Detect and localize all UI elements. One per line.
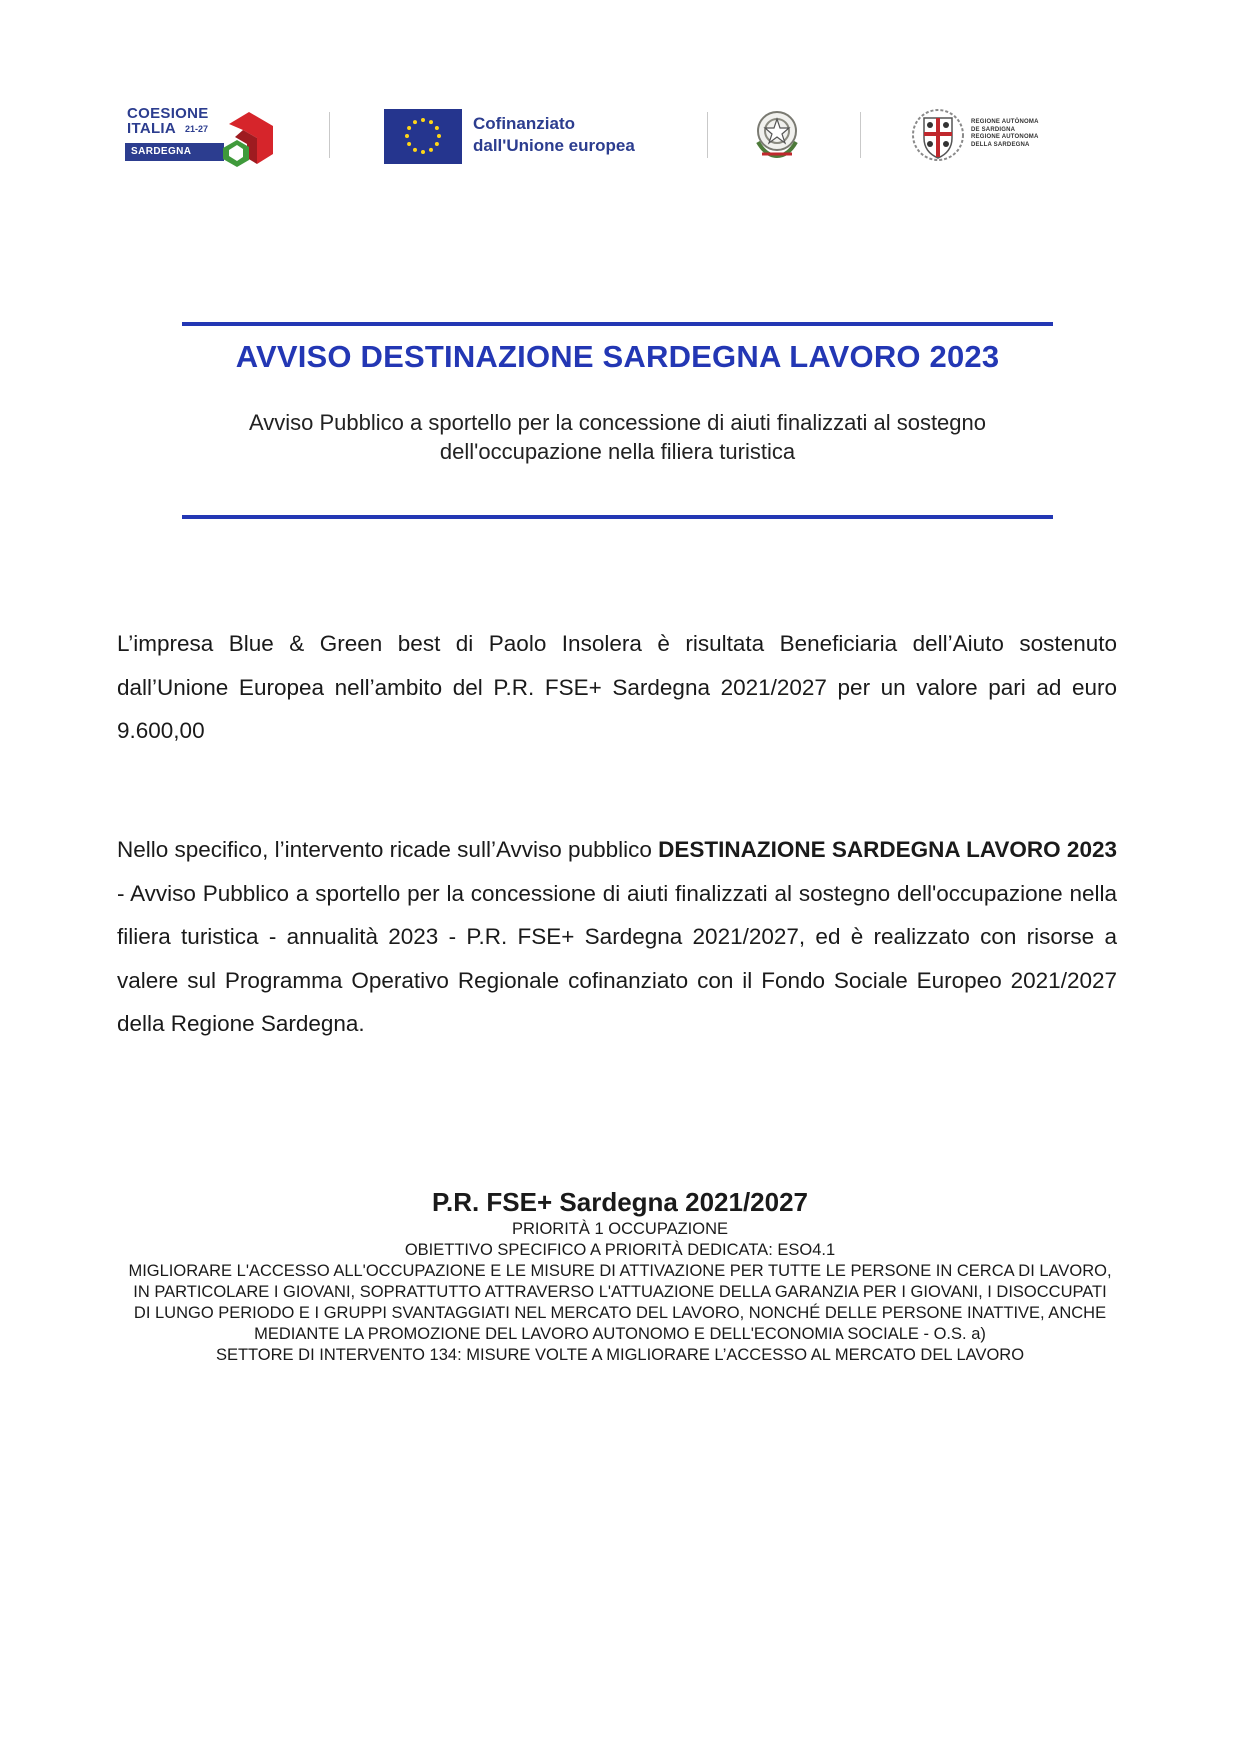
eu-cofinanced-label bbox=[473, 113, 635, 157]
title-rule-bottom bbox=[182, 515, 1053, 519]
coesione-italia-logo bbox=[125, 104, 285, 170]
intervention-details: - Avviso Pubblico a sportello per la concessione di aiuti finalizzati al sostegno dell'occupazione nella filiera turistica - annualità 2023 - P.R. FSE+ Sardegna 2021/2027, ed è realizzato con risorse a valere sul Programma Operativo Regionale cofinanziato con il Fondo Sociale Europeo 2021/2027 della Regione Sardegna. bbox=[117, 880, 1117, 1036]
program-footer bbox=[110, 1185, 1130, 1366]
title-rule-top bbox=[182, 322, 1053, 326]
intervention-intro: Nello specifico, l’intervento ricade sull’Avviso pubblico bbox=[117, 837, 652, 862]
ras-line2: DE SARDIGNA bbox=[971, 126, 1016, 133]
ras-line4: DELLA SARDEGNA bbox=[971, 141, 1030, 148]
program-title: P.R. FSE+ Sardegna 2021/2027 bbox=[431, 1187, 809, 1217]
eu-line2: dall'Unione europea bbox=[473, 136, 635, 155]
header-separator bbox=[329, 112, 330, 158]
coesione-region-box bbox=[125, 143, 224, 161]
program-sector: SETTORE DI INTERVENTO 134: MISURE VOLTE A MIGLIORARE L’ACCESSO AL MERCATO DEL LAVORO bbox=[215, 1346, 1025, 1364]
coesione-arrows-icon bbox=[221, 110, 277, 168]
sardinia-region-crest-icon bbox=[912, 106, 964, 164]
subtitle-line2: dell'occupazione nella filiera turistica bbox=[439, 439, 796, 464]
intervention-paragraph bbox=[117, 828, 1117, 1046]
header-separator bbox=[707, 112, 708, 158]
subtitle-line1: Avviso Pubblico a sportello per la concessione di aiuti finalizzati al sostegno bbox=[248, 410, 986, 435]
sardinia-region-label bbox=[971, 119, 1039, 149]
program-description: MIGLIORARE L'ACCESSO ALL'OCCUPAZIONE E LE MISURE DI ATTIVAZIONE PER TUTTE LE PERSONE IN CERCA DI LAVORO, IN PARTICOLARE I GIOVANI, SOPRATTUTTO ATTRAVERSO L'ATTUAZIONE DELLA GARANZIA PER I GIOVANI, I DISOCCUPATI DI LUNGO PERIODO E I GRUPPI SVANTAGGIATI NEL MERCATO DEL LAVORO, NONCHÉ DELLE PERSONE INATTIVE, ANCHE MEDIANTE LA PROMOZIONE DEL LAVORO AUTONOMO E DELL'ECONOMIA SOCIALE - O.S. a) bbox=[128, 1262, 1112, 1343]
beneficiary-paragraph: L’impresa Blue & Green best di Paolo Insolera è risultata Beneficiaria dell’Aiuto sostenuto dall’Unione Europea nell’ambito del P.R. FSE+ Sardegna 2021/2027 per un valore pari ad euro 9.600,00 bbox=[117, 631, 1117, 743]
coesione-years: 21-27 bbox=[185, 124, 209, 134]
logo-bar bbox=[0, 0, 1239, 180]
coesione-line1: COESIONE bbox=[127, 105, 209, 122]
header-separator bbox=[860, 112, 861, 158]
ras-line1: REGIONE AUTÒNOMA bbox=[971, 119, 1039, 125]
program-objective: OBIETTIVO SPECIFICO A PRIORITÀ DEDICATA: ESO4.1 bbox=[404, 1241, 836, 1259]
coesione-region: SARDEGNA bbox=[131, 146, 192, 157]
notice-title: AVVISO DESTINAZIONE SARDEGNA LAVORO 2023 bbox=[235, 339, 1000, 374]
coesione-line2: ITALIA bbox=[127, 120, 177, 137]
eu-flag-icon bbox=[384, 109, 462, 164]
eu-line1: Cofinanziato bbox=[473, 114, 575, 133]
program-priority: PRIORITÀ 1 OCCUPAZIONE bbox=[511, 1220, 729, 1238]
italian-republic-emblem-icon bbox=[752, 106, 802, 162]
notice-subtitle bbox=[182, 408, 1053, 466]
intervention-notice-name: DESTINAZIONE SARDEGNA LAVORO 2023 bbox=[658, 837, 1117, 862]
ras-line3: REGIONE AUTONOMA bbox=[971, 134, 1039, 140]
eu-stars-icon bbox=[384, 109, 462, 164]
